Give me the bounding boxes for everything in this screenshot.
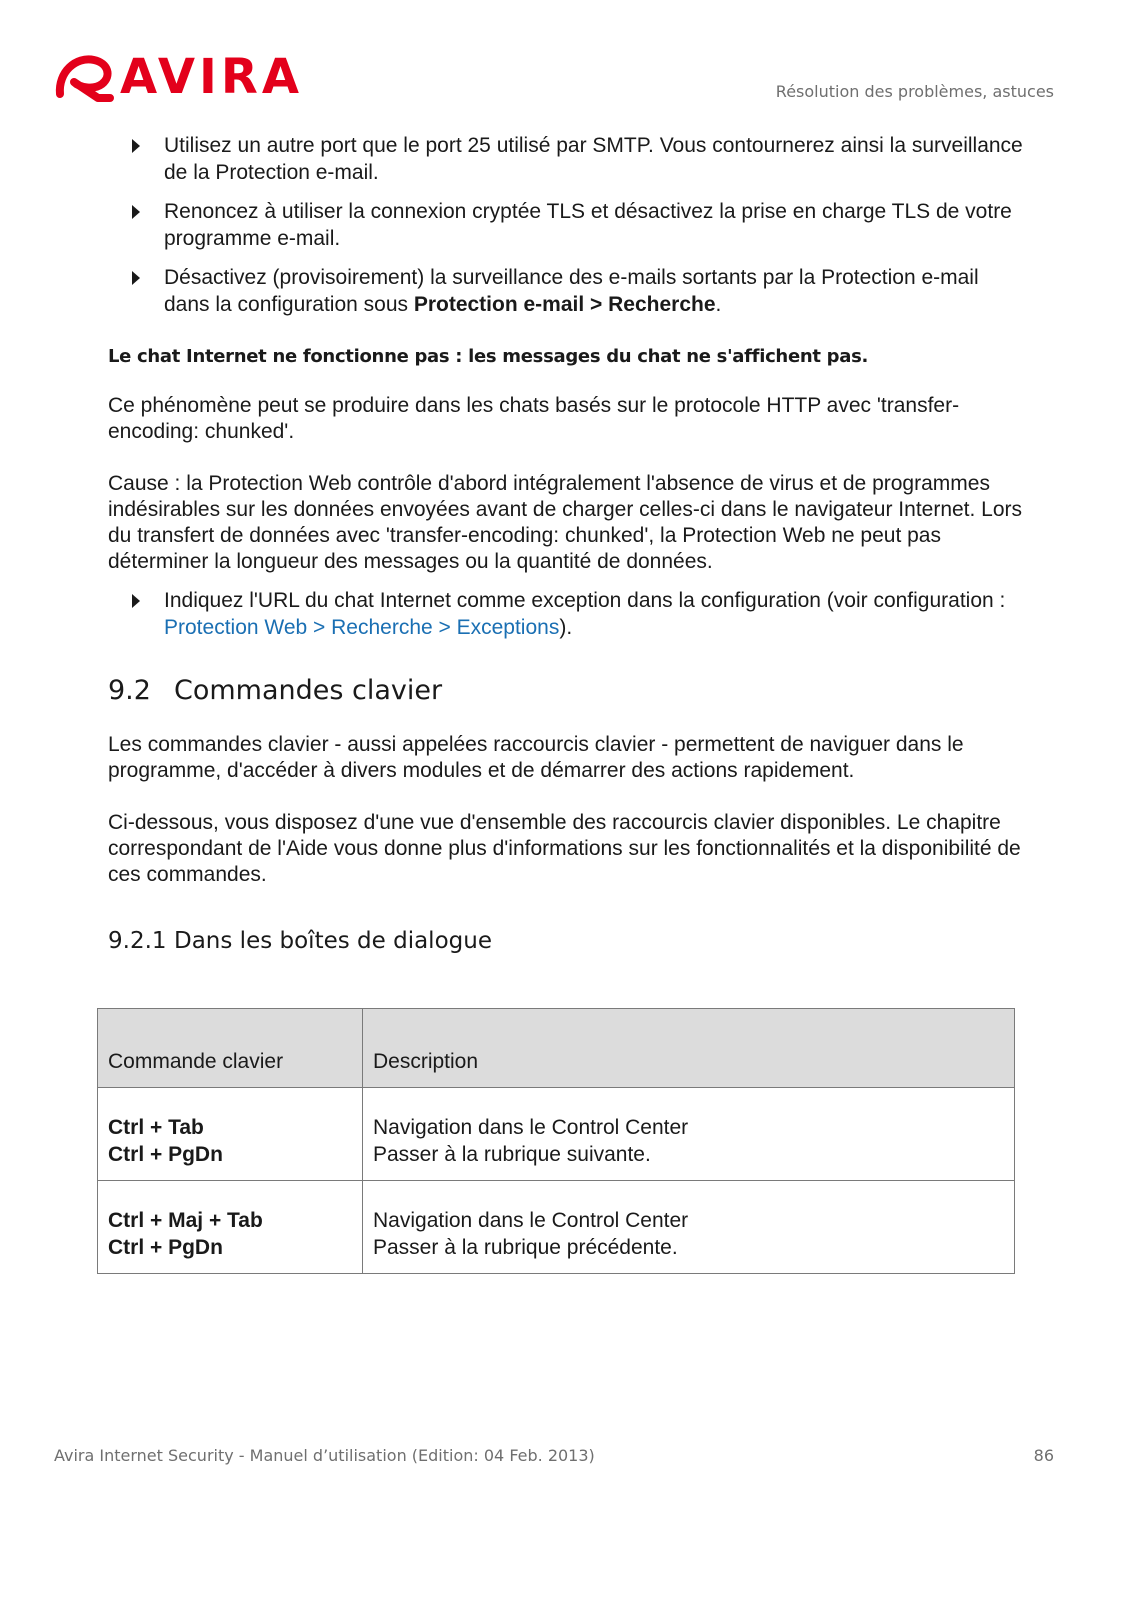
description-line: Passer à la rubrique suivante. bbox=[373, 1143, 651, 1166]
subsection-heading bbox=[108, 928, 1028, 954]
table-row bbox=[98, 1088, 1015, 1181]
table-header-row bbox=[98, 1009, 1015, 1088]
section-paragraph-1: Les commandes clavier - aussi appelées raccourcis clavier - permettent de naviguer dans le programme, d'accéder à divers modules et de démarrer des actions rapidement. bbox=[108, 733, 964, 782]
section-number: 9.2 bbox=[108, 675, 151, 706]
description-cell bbox=[363, 1181, 1015, 1274]
description-line: Passer à la rubrique précédente. bbox=[373, 1236, 678, 1259]
bullet-text-end: . bbox=[715, 293, 722, 316]
description-line: Navigation dans le Control Center bbox=[373, 1116, 689, 1139]
list-item bbox=[108, 587, 1028, 641]
shortcut-cell bbox=[98, 1088, 363, 1181]
avira-umbrella-icon bbox=[54, 52, 116, 102]
column-header-command: Commande clavier bbox=[98, 1009, 363, 1088]
list-item bbox=[108, 264, 1028, 318]
subsection-title-text: Dans les boîtes de dialogue bbox=[174, 928, 492, 954]
bullet-text: Utilisez un autre port que le port 25 utilisé par SMTP. Vous contournerez ainsi la surveillance de la Protection e-mail. bbox=[164, 134, 1023, 184]
bullet-text: Désactivez (provisoirement) la surveillance des e-mails sortants par la Protection e-mail dans la configuration sous bbox=[164, 266, 979, 316]
section-title: Résolution des problèmes, astuces bbox=[775, 82, 1054, 101]
menu-path: Protection e-mail > Recherche bbox=[413, 293, 716, 316]
footer-manual-title: Avira Internet Security - Manuel d’utilisation (Edition: 04 Feb. 2013) bbox=[54, 1446, 595, 1465]
avira-logo bbox=[54, 49, 304, 105]
logo-text: AVIRA bbox=[120, 49, 304, 105]
list-item bbox=[108, 132, 1028, 186]
chat-paragraph-1: Ce phénomène peut se produire dans les chats basés sur le protocole HTTP avec 'transfer-encoding: chunked'. bbox=[108, 394, 960, 443]
keyboard-shortcuts-table bbox=[97, 1008, 1015, 1274]
subsection-number: 9.2.1 bbox=[108, 928, 167, 954]
shortcut-keys: Ctrl + PgDn bbox=[108, 1236, 223, 1259]
section-title-text: Commandes clavier bbox=[174, 675, 443, 706]
page-content bbox=[108, 132, 1028, 980]
bullet-arrow-icon bbox=[132, 205, 140, 219]
description-cell bbox=[363, 1088, 1015, 1181]
shortcut-cell bbox=[98, 1181, 363, 1274]
exceptions-link[interactable]: Protection Web > Recherche > Exceptions bbox=[164, 616, 560, 639]
chat-heading: Le chat Internet ne fonctionne pas : les messages du chat ne s'affichent pas. bbox=[108, 346, 869, 367]
bullet-text: Indiquez l'URL du chat Internet comme exception dans la configuration (voir configuration : bbox=[164, 589, 1006, 612]
section-paragraph-2: Ci-dessous, vous disposez d'une vue d'ensemble des raccourcis clavier disponibles. Le chapitre correspondant de l'Aide vous donne plus d'informations sur les fonctionnalités et la disponibilité de ces commandes. bbox=[108, 811, 1021, 886]
shortcut-keys: Ctrl + Tab bbox=[108, 1116, 204, 1139]
shortcut-keys: Ctrl + PgDn bbox=[108, 1143, 223, 1166]
bullet-arrow-icon bbox=[132, 271, 140, 285]
bullet-arrow-icon bbox=[132, 594, 140, 608]
list-item bbox=[108, 198, 1028, 252]
chat-bullet-list bbox=[108, 587, 1028, 641]
chat-paragraph-2: Cause : la Protection Web contrôle d'abord intégralement l'absence de virus et de programmes indésirables sur les données envoyées avant de charger celles-ci dans le navigateur Internet. Lors du transfert de données avec 'transfer-encoding: chunked', la Protection Web ne peut pas déterminer la longueur des messages ou la quantité de données. bbox=[108, 472, 1023, 573]
top-bullet-list bbox=[108, 132, 1028, 318]
table-row bbox=[98, 1181, 1015, 1274]
column-header-description: Description bbox=[363, 1009, 1015, 1088]
page-number: 86 bbox=[1033, 1446, 1054, 1465]
section-heading bbox=[108, 675, 1028, 706]
bullet-text: Renoncez à utiliser la connexion cryptée TLS et désactivez la prise en charge TLS de votre programme e-mail. bbox=[164, 200, 1012, 250]
bullet-arrow-icon bbox=[132, 139, 140, 153]
shortcut-keys: Ctrl + Maj + Tab bbox=[108, 1209, 263, 1232]
description-line: Navigation dans le Control Center bbox=[373, 1209, 689, 1232]
bullet-text-end: ). bbox=[559, 616, 573, 639]
